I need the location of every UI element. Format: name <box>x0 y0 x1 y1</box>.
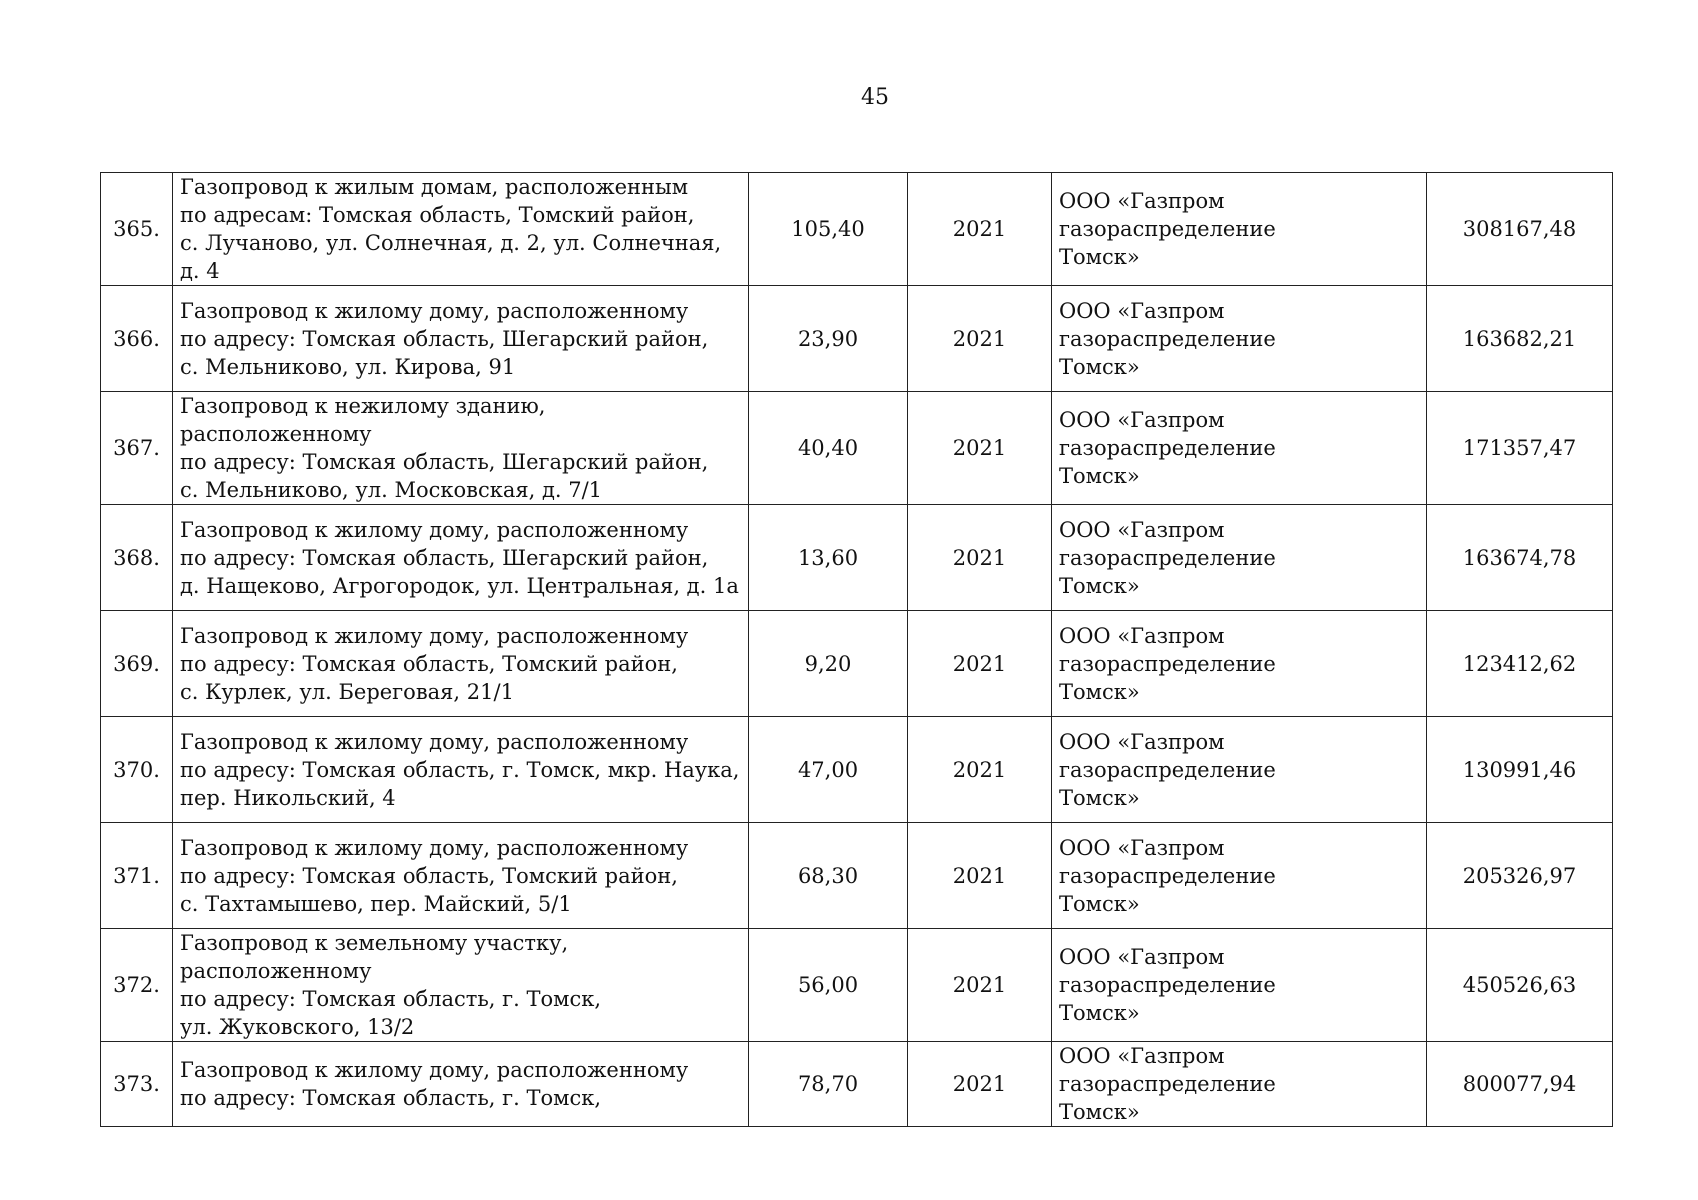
pipeline-length: 40,40 <box>749 392 908 505</box>
page-number: 45 <box>861 85 889 110</box>
row-number: 369. <box>101 611 173 717</box>
object-description: Газопровод к жилому дому, расположенному по адресу: Томская область, Томский район, с. Курлек, ул. Береговая, 21/1 <box>173 611 749 717</box>
cost-value: 163674,78 <box>1427 505 1613 611</box>
object-description: Газопровод к жилому дому, расположенному по адресу: Томская область, Шегарский район, с. Мельниково, ул. Кирова, 91 <box>173 286 749 392</box>
object-description: Газопровод к земельному участку, расположенному по адресу: Томская область, г. Томск, ул. Жуковского, 13/2 <box>173 929 749 1042</box>
commission-year: 2021 <box>908 505 1052 611</box>
pipeline-length: 13,60 <box>749 505 908 611</box>
pipeline-length: 9,20 <box>749 611 908 717</box>
commission-year: 2021 <box>908 286 1052 392</box>
row-number: 373. <box>101 1042 173 1127</box>
object-description: Газопровод к жилым домам, расположенным по адресам: Томская область, Томский район, с. Лучаново, ул. Солнечная, д. 2, ул. Солнечная, д. 4 <box>173 173 749 286</box>
owner-organization: ООО «Газпром газораспределение Томск» <box>1052 505 1427 611</box>
owner-organization: ООО «Газпром газораспределение Томск» <box>1052 717 1427 823</box>
commission-year: 2021 <box>908 717 1052 823</box>
commission-year: 2021 <box>908 1042 1052 1127</box>
table-row <box>101 823 1613 929</box>
pipeline-length: 47,00 <box>749 717 908 823</box>
object-description: Газопровод к жилому дому, расположенному по адресу: Томская область, г. Томск, <box>173 1042 749 1127</box>
commission-year: 2021 <box>908 611 1052 717</box>
table-row <box>101 173 1613 286</box>
table-row <box>101 505 1613 611</box>
pipeline-length: 23,90 <box>749 286 908 392</box>
commission-year: 2021 <box>908 173 1052 286</box>
cost-value: 171357,47 <box>1427 392 1613 505</box>
object-description: Газопровод к жилому дому, расположенному по адресу: Томская область, Томский район, с. Тахтамышево, пер. Майский, 5/1 <box>173 823 749 929</box>
commission-year: 2021 <box>908 392 1052 505</box>
row-number: 367. <box>101 392 173 505</box>
cost-value: 450526,63 <box>1427 929 1613 1042</box>
owner-organization: ООО «Газпром газораспределение Томск» <box>1052 173 1427 286</box>
pipeline-length: 68,30 <box>749 823 908 929</box>
row-number: 365. <box>101 173 173 286</box>
gas-pipeline-table <box>100 172 1613 1127</box>
pipeline-length: 78,70 <box>749 1042 908 1127</box>
commission-year: 2021 <box>908 929 1052 1042</box>
table-row <box>101 717 1613 823</box>
cost-value: 308167,48 <box>1427 173 1613 286</box>
owner-organization: ООО «Газпром газораспределение Томск» <box>1052 823 1427 929</box>
table-row <box>101 1042 1613 1127</box>
object-description: Газопровод к жилому дому, расположенному по адресу: Томская область, г. Томск, мкр. Наука, пер. Никольский, 4 <box>173 717 749 823</box>
commission-year: 2021 <box>908 823 1052 929</box>
owner-organization: ООО «Газпром газораспределение Томск» <box>1052 929 1427 1042</box>
row-number: 366. <box>101 286 173 392</box>
table-row <box>101 392 1613 505</box>
cost-value: 123412,62 <box>1427 611 1613 717</box>
row-number: 372. <box>101 929 173 1042</box>
row-number: 371. <box>101 823 173 929</box>
table-row <box>101 611 1613 717</box>
row-number: 368. <box>101 505 173 611</box>
cost-value: 130991,46 <box>1427 717 1613 823</box>
table-row <box>101 929 1613 1042</box>
owner-organization: ООО «Газпром газораспределение Томск» <box>1052 286 1427 392</box>
table-row <box>101 286 1613 392</box>
object-description: Газопровод к нежилому зданию, расположенному по адресу: Томская область, Шегарский район, с. Мельниково, ул. Московская, д. 7/1 <box>173 392 749 505</box>
cost-value: 800077,94 <box>1427 1042 1613 1127</box>
owner-organization: ООО «Газпром газораспределение Томск» <box>1052 392 1427 505</box>
cost-value: 205326,97 <box>1427 823 1613 929</box>
pipeline-length: 56,00 <box>749 929 908 1042</box>
owner-organization: ООО «Газпром газораспределение Томск» <box>1052 611 1427 717</box>
cost-value: 163682,21 <box>1427 286 1613 392</box>
row-number: 370. <box>101 717 173 823</box>
object-description: Газопровод к жилому дому, расположенному по адресу: Томская область, Шегарский район, д. Нащеково, Агрогородок, ул. Центральная, д. 1а <box>173 505 749 611</box>
pipeline-length: 105,40 <box>749 173 908 286</box>
owner-organization: ООО «Газпром газораспределение Томск» <box>1052 1042 1427 1127</box>
